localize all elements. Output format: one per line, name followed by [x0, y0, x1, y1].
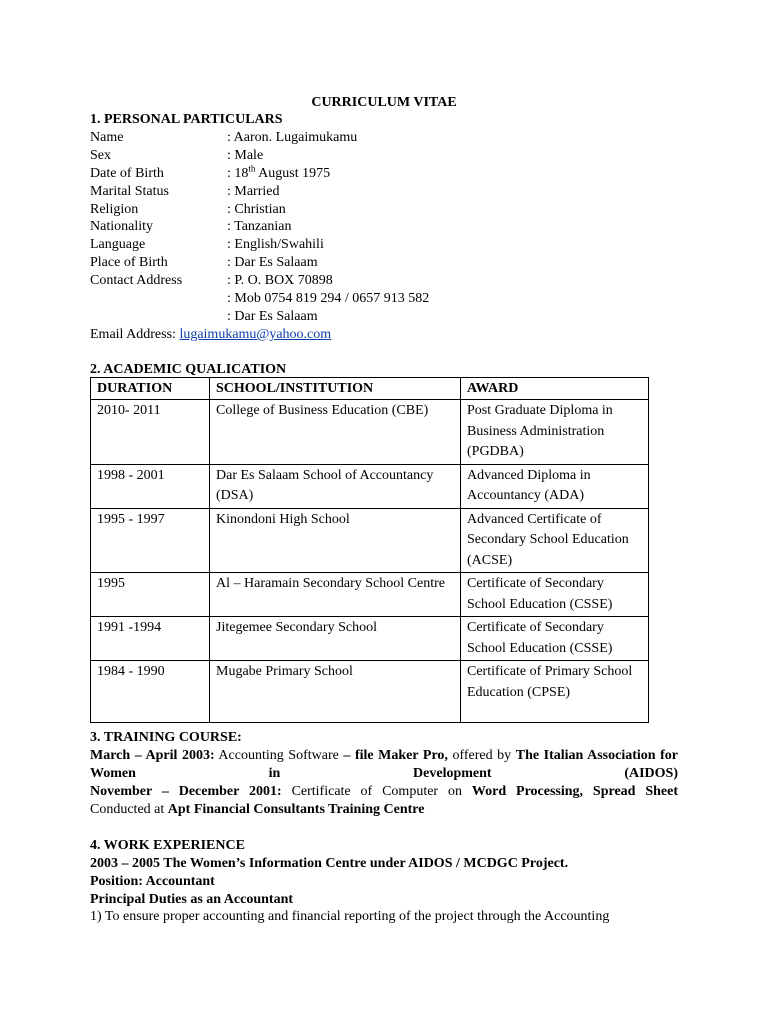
- training-item-1: [90, 747, 678, 783]
- work-duties-heading: Principal Duties as an Accountant: [90, 892, 294, 907]
- cell-school: Dar Es Salaam School of Accountancy (DSA): [210, 464, 461, 508]
- field-value: : Aaron. Lugaimukamu: [227, 130, 358, 145]
- field-label: Contact Address: [90, 273, 183, 288]
- dob-month-year: August 1975: [255, 166, 331, 181]
- cell-duration: 2010- 2011: [91, 400, 210, 465]
- training-item-2-line: [90, 783, 678, 801]
- cell-school: Jitegemee Secondary School: [210, 617, 461, 661]
- training-2-text: Certificate of Computer on: [281, 784, 472, 799]
- table-row: [91, 464, 649, 508]
- field-value: : Dar Es Salaam: [227, 309, 318, 324]
- cell-award: Certificate of Primary School Education (CPSE): [461, 661, 649, 723]
- table-row: [91, 400, 649, 465]
- field-label: Sex: [90, 148, 111, 163]
- training-2-date: November – December 2001:: [90, 784, 282, 799]
- email-separator: :: [172, 327, 180, 342]
- table-row: [91, 617, 649, 661]
- field-value: : Married: [227, 184, 280, 199]
- field-value: : Mob 0754 819 294 / 0657 913 582: [227, 291, 430, 306]
- field-value: : English/Swahili: [227, 237, 324, 252]
- cell-school: Al – Haramain Secondary School Centre: [210, 573, 461, 617]
- training-1-offered: offered by: [447, 748, 516, 763]
- field-label: Religion: [90, 202, 139, 217]
- work-position: Position: Accountant: [90, 874, 215, 889]
- cell-award: Post Graduate Diploma in Business Administration (PGDBA): [461, 400, 649, 465]
- field-label: Place of Birth: [90, 255, 168, 270]
- training-1-provider: The Italian Association for Women in Development (AIDOS): [90, 748, 678, 781]
- training-2-provider: Apt Financial Consultants Training Centre: [167, 802, 425, 817]
- table-row: [91, 661, 649, 723]
- cell-duration: 1995 - 1997: [91, 508, 210, 573]
- training-1-date: March – April 2003:: [90, 748, 215, 763]
- dob-ordinal: th: [248, 163, 256, 174]
- field-value: : Dar Es Salaam: [227, 255, 318, 270]
- cell-duration: 1995: [91, 573, 210, 617]
- field-label: Name: [90, 130, 124, 145]
- table-row: [91, 573, 649, 617]
- personal-heading: 1. PERSONAL PARTICULARS: [90, 112, 283, 127]
- email-link[interactable]: lugaimukamu@yahoo.com: [179, 327, 332, 342]
- field-label: Nationality: [90, 219, 153, 234]
- training-1-software: – file Maker Pro,: [343, 748, 448, 763]
- training-item-1-line: [90, 747, 678, 783]
- document-title: CURRICULUM VITAE: [311, 95, 457, 110]
- field-label: Date of Birth: [90, 166, 164, 181]
- training-2-conducted: Conducted at: [90, 802, 168, 817]
- cell-award: Certificate of Secondary School Education (CSSE): [461, 573, 649, 617]
- training-1-text: Accounting Software: [214, 748, 344, 763]
- email-row: [90, 326, 331, 344]
- training-item-2-venue: [90, 801, 678, 819]
- field-value: [227, 165, 330, 183]
- academic-table: [90, 377, 649, 723]
- training-2-topics: Word Processing, Spread Sheet: [471, 784, 679, 799]
- cell-duration: 1984 - 1990: [91, 661, 210, 723]
- email-label: Email Address: [90, 327, 173, 342]
- header-school: SCHOOL/INSTITUTION: [210, 378, 461, 400]
- header-duration: DURATION: [91, 378, 210, 400]
- field-value: : Christian: [227, 202, 286, 217]
- header-award: AWARD: [461, 378, 649, 400]
- work-employer-line: 2003 – 2005 The Women’s Information Centre under AIDOS / MCDGC Project.: [90, 856, 569, 871]
- cell-duration: 1998 - 2001: [91, 464, 210, 508]
- cell-award: Certificate of Secondary School Education (CSSE): [461, 617, 649, 661]
- cell-award: Advanced Diploma in Accountancy (ADA): [461, 464, 649, 508]
- work-duty-1: 1) To ensure proper accounting and financial reporting of the project through the Accounting: [90, 909, 610, 924]
- academic-heading: 2. ACADEMIC QUALICATION: [90, 362, 287, 377]
- work-heading: 4. WORK EXPERIENCE: [90, 838, 245, 853]
- field-value: : Tanzanian: [227, 219, 292, 234]
- cell-school: Kinondoni High School: [210, 508, 461, 573]
- field-value: : P. O. BOX 70898: [227, 273, 333, 288]
- dob-day: : 18: [227, 166, 249, 181]
- field-label: Marital Status: [90, 184, 169, 199]
- field-label: Language: [90, 237, 146, 252]
- table-row: [91, 508, 649, 573]
- cell-duration: 1991 -1994: [91, 617, 210, 661]
- cell-school: College of Business Education (CBE): [210, 400, 461, 465]
- cell-school: Mugabe Primary School: [210, 661, 461, 723]
- table-header-row: [91, 378, 649, 400]
- field-value: : Male: [227, 148, 264, 163]
- cell-award: Advanced Certificate of Secondary School Education (ACSE): [461, 508, 649, 573]
- training-item-2: [90, 783, 678, 819]
- training-heading: 3. TRAINING COURSE:: [90, 730, 242, 745]
